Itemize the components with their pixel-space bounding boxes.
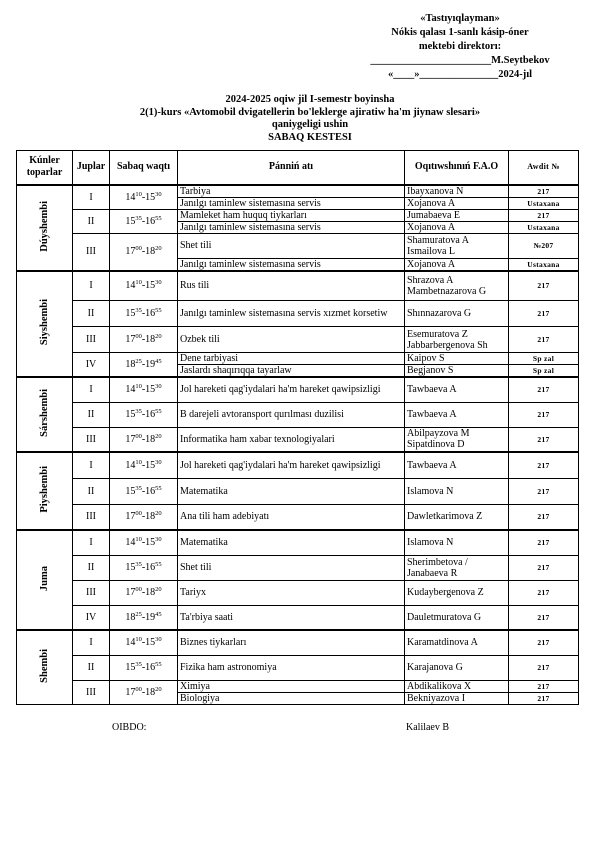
- time-cell: $14^{10}-15^{30}$: [110, 377, 178, 402]
- day-cell-wednesday: [17, 377, 73, 452]
- pair-cell: IV: [73, 605, 110, 630]
- subject-cell: Fizika ham astronomiya: [178, 655, 405, 680]
- pair-cell: I: [73, 452, 110, 478]
- teacher-cell: Shamuratova A Ismailova L: [405, 233, 509, 258]
- pair-cell: III: [73, 233, 110, 271]
- title-line-1: 2024-2025 oqiw jil I-semestr boyinsha: [225, 94, 395, 105]
- pair-cell: I: [73, 377, 110, 402]
- table-row: [17, 301, 579, 327]
- table-row: [17, 504, 579, 530]
- room-cell: 217: [509, 630, 579, 655]
- approval-block: [340, 12, 580, 82]
- time-cell: $14^{10}-15^{30}$: [110, 271, 178, 301]
- subject-cell: Matematika: [178, 530, 405, 555]
- room-cell: 217: [509, 655, 579, 680]
- room-cell: 217: [509, 530, 579, 555]
- subject-cell: Janılgı taminlew sistemasına servis: [178, 258, 405, 271]
- room-cell: 217: [509, 504, 579, 530]
- pair-cell: III: [73, 427, 110, 452]
- subject-cell: Ana tili ham adebiyatı: [178, 504, 405, 530]
- subject-cell: B darejeli avtoransport qurılması duzilisi: [178, 402, 405, 427]
- day-label: Dúyshembi: [39, 200, 50, 252]
- time-cell: $15^{35}-16^{55}$: [110, 555, 178, 580]
- subject-cell: Shet tili: [178, 233, 405, 258]
- subject-cell: Jol hareketi qag'iydalari ha'm hareket qawipsizligi: [178, 452, 405, 478]
- table-row: [17, 185, 579, 198]
- room-cell: 217: [509, 427, 579, 452]
- subject-cell: Tariyx: [178, 580, 405, 605]
- time-cell: $18^{25}-19^{45}$: [110, 605, 178, 630]
- subject-cell: Jol hareketi qag'iydalari ha'm hareket qawipsizligi: [178, 377, 405, 402]
- day-label: Siyshembi: [39, 299, 50, 346]
- document-title: [60, 94, 560, 144]
- pair-cell: III: [73, 327, 110, 353]
- teacher-cell: Karamatdinova A: [405, 630, 509, 655]
- room-cell: 217: [509, 580, 579, 605]
- footer-signatory: Kalilaev B: [406, 722, 450, 733]
- table-row: [17, 427, 579, 452]
- approval-date-line: «____»_______________2024-jıl: [387, 69, 533, 80]
- time-cell: $14^{10}-15^{30}$: [110, 452, 178, 478]
- subject-cell: Biznes tiykarları: [178, 630, 405, 655]
- table-row: [17, 327, 579, 353]
- day-label: Shembi: [39, 648, 50, 683]
- table-row: [17, 630, 579, 655]
- teacher-cell: Karajanova G: [405, 655, 509, 680]
- room-cell: 217: [509, 692, 579, 704]
- day-cell-friday: [17, 530, 73, 630]
- time-cell: $15^{35}-16^{55}$: [110, 655, 178, 680]
- room-cell: 217: [509, 478, 579, 504]
- teacher-cell: Kaipov S: [405, 353, 509, 365]
- room-cell: 217: [509, 402, 579, 427]
- teacher-cell: Begjanov S: [405, 365, 509, 378]
- header-row: [17, 151, 579, 185]
- schedule-table: [16, 150, 579, 705]
- room-cell: 217: [509, 605, 579, 630]
- day-cell-tuesday: [17, 271, 73, 378]
- table-row: [17, 452, 579, 478]
- room-cell: 217: [509, 680, 579, 692]
- room-cell: №207: [509, 233, 579, 258]
- teacher-cell: Jumabaeva E: [405, 209, 509, 221]
- time-cell: $17^{00}-18^{20}$: [110, 427, 178, 452]
- teacher-cell: Tawbaeva A: [405, 452, 509, 478]
- subject-cell: Matematika: [178, 478, 405, 504]
- time-cell: $17^{00}-18^{20}$: [110, 580, 178, 605]
- room-cell: 217: [509, 271, 579, 301]
- time-cell: $17^{00}-18^{20}$: [110, 233, 178, 271]
- subject-cell: Mamleket ham huquq tiykarları: [178, 209, 405, 221]
- table-row: [17, 605, 579, 630]
- pair-cell: III: [73, 580, 110, 605]
- pair-cell: II: [73, 655, 110, 680]
- time-cell: $17^{00}-18^{20}$: [110, 680, 178, 704]
- pair-cell: II: [73, 209, 110, 233]
- pair-cell: III: [73, 504, 110, 530]
- teacher-cell: Dawletkarimova Z: [405, 504, 509, 530]
- table-row: [17, 478, 579, 504]
- time-cell: $17^{00}-18^{20}$: [110, 504, 178, 530]
- pair-cell: I: [73, 185, 110, 210]
- pair-cell: I: [73, 271, 110, 301]
- table-row: [17, 580, 579, 605]
- title-line-2: 2(1)-kurs «Avtomobil dvigatellerin bo'leklerge ajiratiw ha'm jiynaw slesari»: [139, 106, 481, 118]
- room-cell: 217: [509, 327, 579, 353]
- subject-cell: Ozbek tili: [178, 327, 405, 353]
- room-cell: Sp zal: [509, 353, 579, 365]
- title-line-3: qaniygeligi ushin: [271, 119, 349, 130]
- teacher-cell: Tawbaeva A: [405, 402, 509, 427]
- subject-cell: Ximiya: [178, 680, 405, 692]
- teacher-cell: Esemuratova Z Jabbarbergenova Sh: [405, 327, 509, 353]
- teacher-cell: Tawbaeva A: [405, 377, 509, 402]
- pair-cell: II: [73, 402, 110, 427]
- teacher-cell: Abdikalikova X: [405, 680, 509, 692]
- day-cell-thursday: [17, 452, 73, 530]
- header-subject: Pánniń atı: [178, 151, 405, 185]
- approval-line-3: mektebi direktorı:: [418, 41, 502, 52]
- day-cell-monday: [17, 185, 73, 271]
- room-cell: 217: [509, 555, 579, 580]
- teacher-cell: Xojanova A: [405, 221, 509, 233]
- pair-cell: I: [73, 630, 110, 655]
- day-label: Sárshembi: [39, 389, 50, 437]
- title-line-4: SABAQ KESTESI: [268, 131, 352, 143]
- room-cell: 217: [509, 301, 579, 327]
- teacher-cell: Islamova N: [405, 478, 509, 504]
- teacher-cell: Xojanova A: [405, 258, 509, 271]
- time-cell: $14^{10}-15^{30}$: [110, 630, 178, 655]
- teacher-cell: Shınnazarova G: [405, 301, 509, 327]
- table-row: [17, 680, 579, 692]
- subject-cell: Biologiya: [178, 692, 405, 704]
- day-cell-saturday: [17, 630, 73, 704]
- table-row: [17, 377, 579, 402]
- time-cell: $15^{35}-16^{55}$: [110, 402, 178, 427]
- header-time: Sabaq waqtı: [110, 151, 178, 185]
- subject-cell: Janılgı taminlew sistemasına servis: [178, 221, 405, 233]
- teacher-cell: Xojanova A: [405, 197, 509, 209]
- table-row: [17, 209, 579, 221]
- director-signature-line: _______________________M.Seytbekov: [370, 55, 550, 66]
- pair-cell: II: [73, 478, 110, 504]
- teacher-cell: Bekniyazova I: [405, 692, 509, 704]
- teacher-cell: Dauletmuratova G: [405, 605, 509, 630]
- pair-cell: I: [73, 530, 110, 555]
- time-cell: $15^{35}-16^{55}$: [110, 301, 178, 327]
- approval-line-1: «Tastıyıqlayman»: [420, 13, 500, 24]
- header-pairs: Juplar: [73, 151, 110, 185]
- room-cell: 217: [509, 209, 579, 221]
- teacher-cell: Shrazova A Mambetnazarova G: [405, 271, 509, 301]
- teacher-cell: Ibayxanova N: [405, 185, 509, 198]
- room-cell: 217: [509, 377, 579, 402]
- teacher-cell: Kudaybergenova Z: [405, 580, 509, 605]
- subject-cell: Informatika ham xabar texnologiyalari: [178, 427, 405, 452]
- pair-cell: II: [73, 555, 110, 580]
- header-teacher: Oqıtıwshınıń F.A.O: [405, 151, 509, 185]
- room-cell: Sp zal: [509, 365, 579, 378]
- subject-cell: Rus tili: [178, 271, 405, 301]
- time-cell: $15^{35}-16^{55}$: [110, 478, 178, 504]
- room-cell: Ustaxana: [509, 258, 579, 271]
- day-label: Piyshembi: [39, 466, 50, 513]
- pair-cell: IV: [73, 353, 110, 378]
- subject-cell: Jaslardı shaqırıqqa tayarlaw: [178, 365, 405, 378]
- teacher-cell: Sherimbetova / Janabaeva R: [405, 555, 509, 580]
- table-row: [17, 271, 579, 301]
- room-cell: Ustaxana: [509, 197, 579, 209]
- subject-cell: Tarbiya: [178, 185, 405, 198]
- table-row: [17, 353, 579, 365]
- subject-cell: Janılgı taminlew sistemasına servis xızmet korsetiw: [178, 301, 405, 327]
- time-cell: $14^{10}-15^{30}$: [110, 185, 178, 210]
- approval-line-2: Nókis qalası 1-sanlı kásip-óner: [391, 27, 529, 38]
- table-row: [17, 402, 579, 427]
- table-row: [17, 655, 579, 680]
- room-cell: 217: [509, 185, 579, 198]
- room-cell: Ustaxana: [509, 221, 579, 233]
- subject-cell: Janılgı taminlew sistemasına servis: [178, 197, 405, 209]
- subject-cell: Shet tili: [178, 555, 405, 580]
- day-label: Juma: [39, 565, 50, 592]
- teacher-cell: Islamova N: [405, 530, 509, 555]
- table-row: [17, 530, 579, 555]
- teacher-cell: Abilpayzova M Sipatdinova D: [405, 427, 509, 452]
- time-cell: $14^{10}-15^{30}$: [110, 530, 178, 555]
- time-cell: $18^{25}-19^{45}$: [110, 353, 178, 378]
- footer-oibdo-label: OIBDO:: [112, 722, 147, 733]
- subject-cell: Ta'rbiya saati: [178, 605, 405, 630]
- time-cell: $15^{35}-16^{55}$: [110, 209, 178, 233]
- table-row: [17, 555, 579, 580]
- time-cell: $17^{00}-18^{20}$: [110, 327, 178, 353]
- table-row: [17, 233, 579, 258]
- subject-cell: Dene tarbiyasi: [178, 353, 405, 365]
- header-days: Kúnler toparlar: [17, 151, 73, 185]
- header-room: Awdit №: [509, 151, 579, 185]
- room-cell: 217: [509, 452, 579, 478]
- pair-cell: III: [73, 680, 110, 704]
- pair-cell: II: [73, 301, 110, 327]
